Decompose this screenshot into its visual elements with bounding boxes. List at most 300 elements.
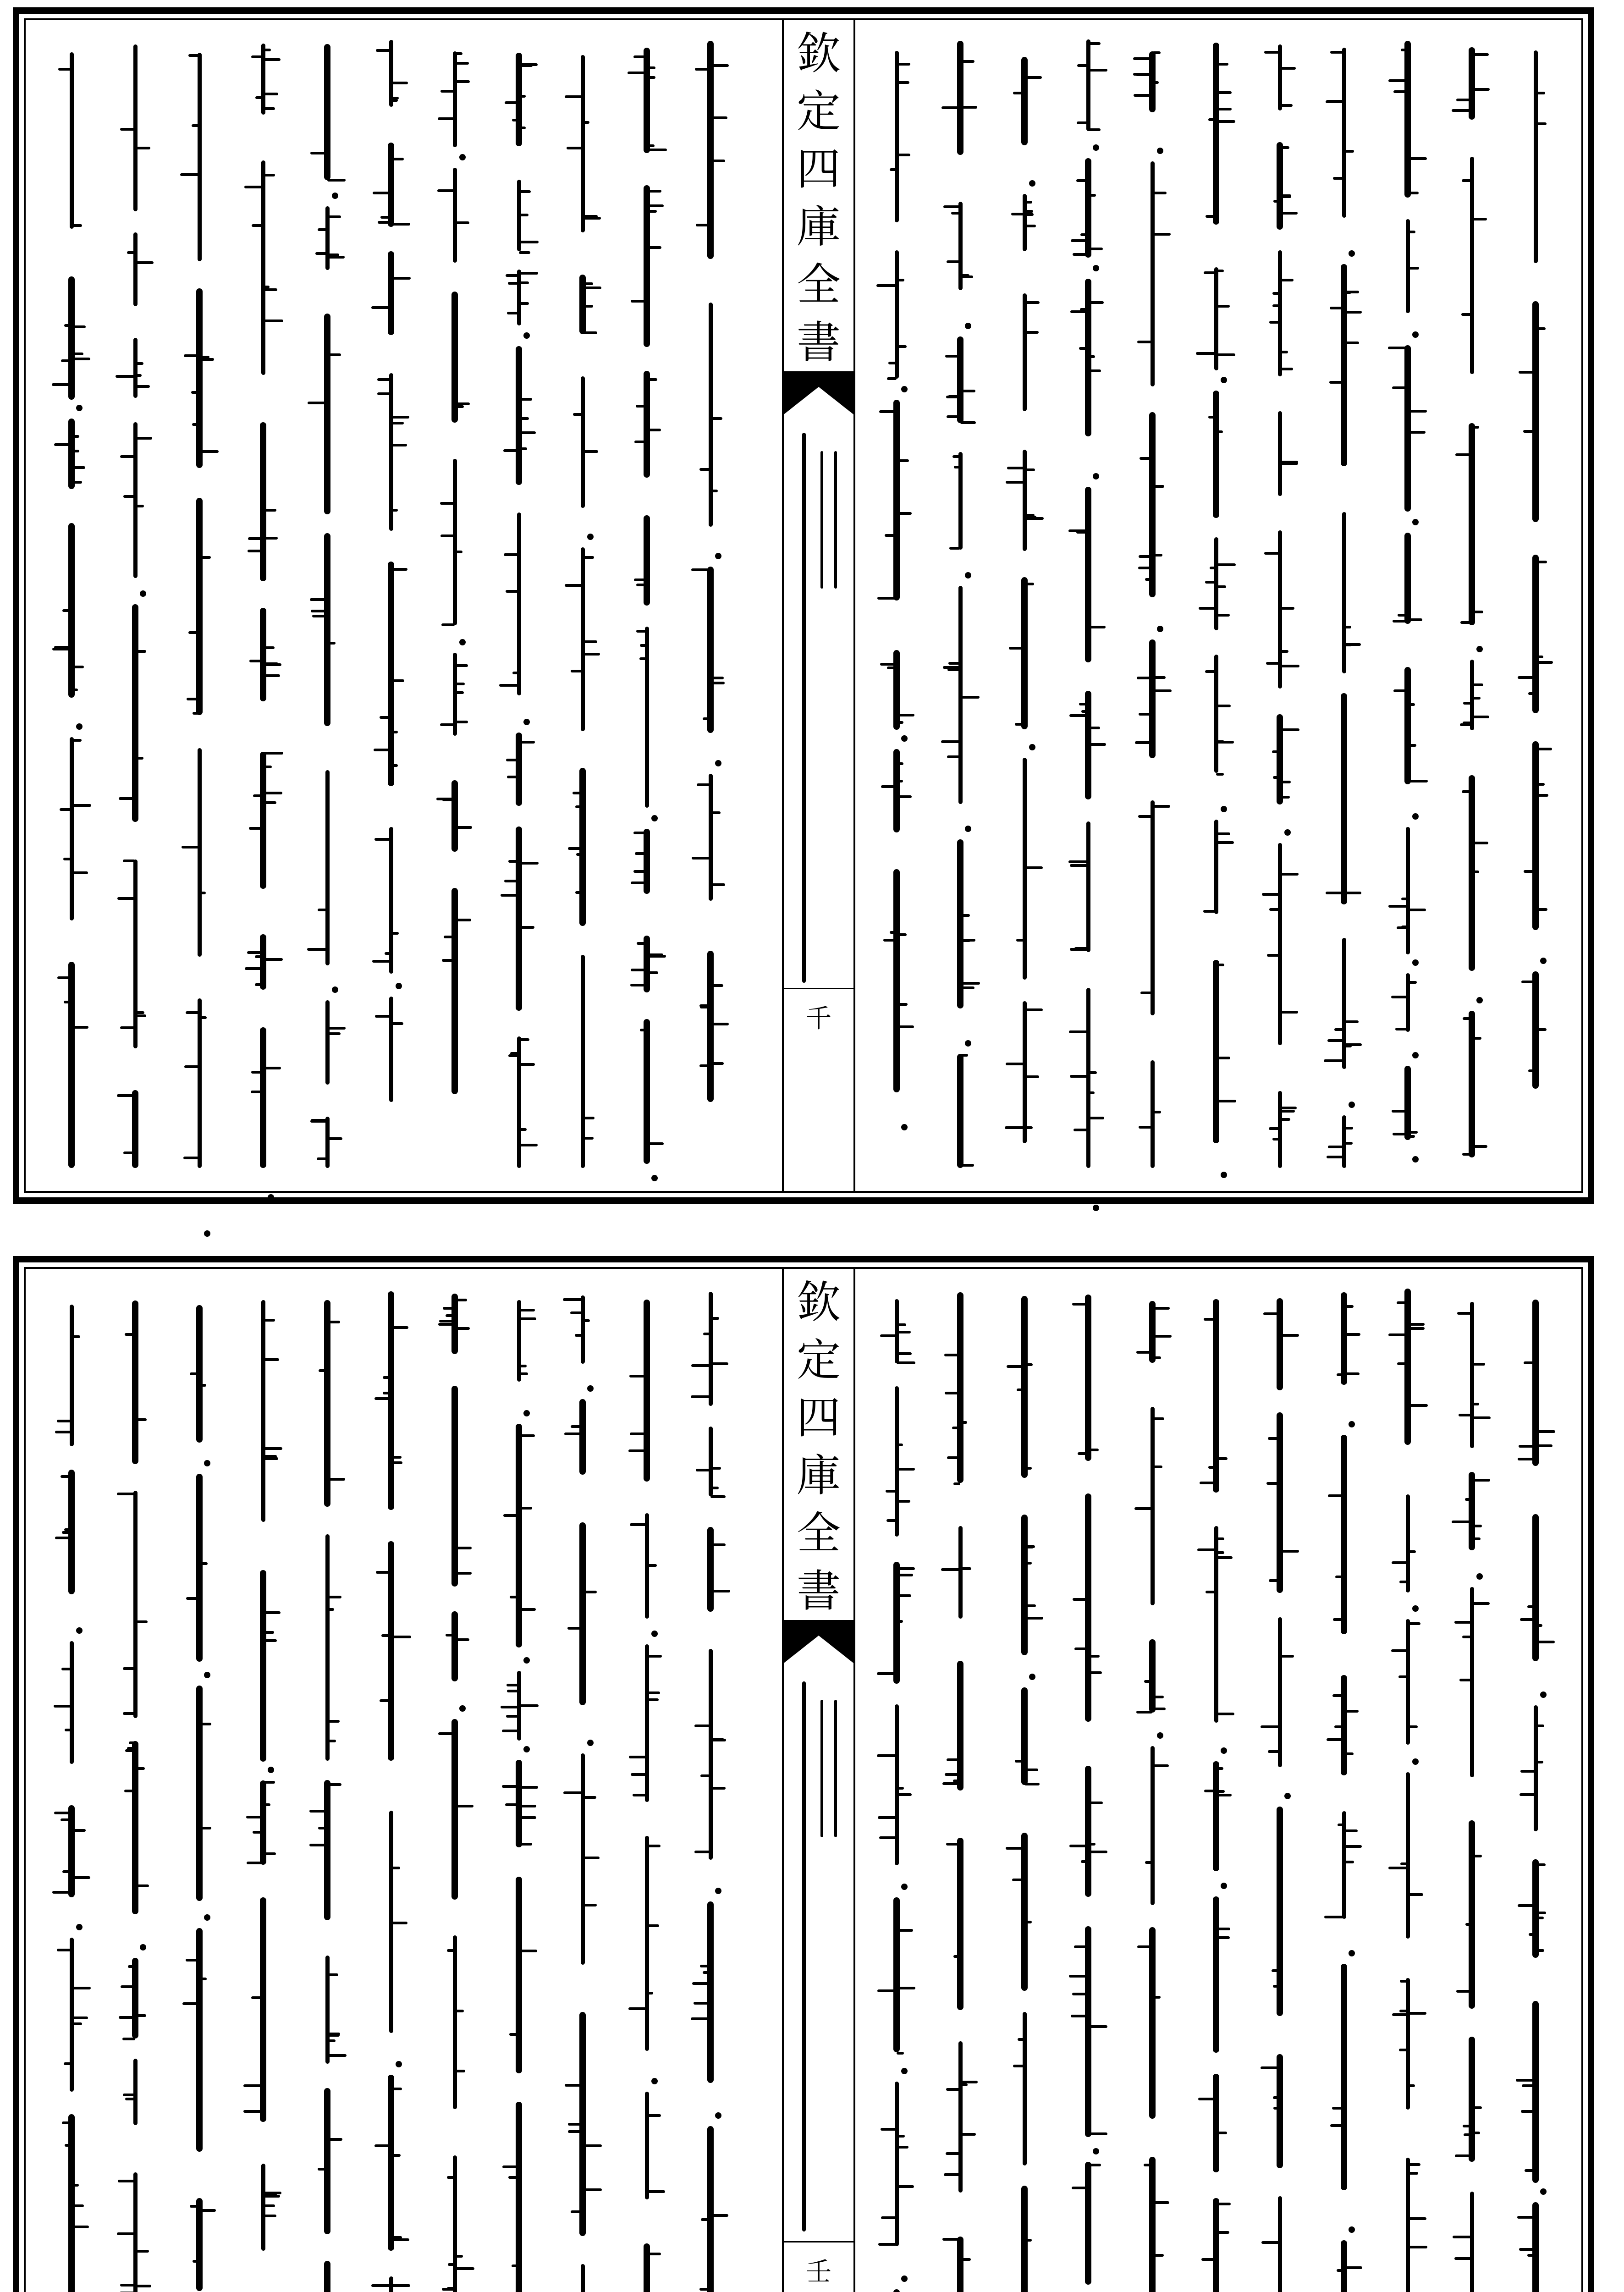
script-stroke [1272,750,1280,753]
punctuation-mark [1221,377,1227,383]
script-stroke [243,2110,263,2113]
script-stroke [567,147,583,149]
punctuation-mark [1349,2226,1355,2233]
script-stroke [583,286,601,289]
script-stroke [647,2190,666,2193]
script-stroke [881,2128,897,2131]
punctuation-mark [268,1767,274,1773]
script-word [1406,2158,1410,2292]
script-stroke [573,413,583,416]
punctuation-mark [1157,148,1163,154]
script-stroke [327,642,336,645]
script-stroke [1330,51,1344,54]
script-word [1469,1820,1475,2008]
script-stroke [1393,90,1408,93]
script-stroke [447,2176,455,2179]
script-stroke [1536,748,1552,750]
script-stroke [942,1782,960,1785]
script-stroke [380,716,391,719]
script-stroke [630,1432,646,1435]
script-stroke [1024,1783,1040,1785]
script-stroke [1521,2110,1536,2113]
script-stroke [125,2098,136,2100]
script-stroke [1344,1861,1354,1863]
script-stroke [583,640,597,643]
script-stroke [61,1668,72,1670]
script-word [70,52,74,229]
script-stroke [951,212,960,215]
script-stroke [1280,279,1294,281]
script-stroke [691,1364,710,1367]
script-stroke [897,933,907,936]
script-word [957,41,963,155]
script-word [133,338,138,398]
script-stroke [199,556,211,559]
script-stroke [186,1959,199,1961]
script-stroke [1024,866,1043,869]
script-stroke [630,984,647,986]
script-stroke [72,1876,90,1879]
punctuation-mark [587,534,594,540]
script-stroke [1408,780,1428,782]
page-number: 壬 [784,2241,853,2288]
script-stroke [1088,128,1101,131]
script-stroke [1327,1156,1344,1158]
script-stroke [1472,426,1479,429]
punctuation-mark [1221,1172,1227,1178]
script-stroke [1216,832,1230,835]
script-stroke [1280,873,1299,876]
script-word [1023,450,1027,551]
script-stroke [1138,567,1152,569]
script-stroke [391,1461,402,1464]
script-stroke [948,395,960,398]
script-stroke [391,568,407,571]
script-stroke [1525,2169,1536,2172]
script-stroke [1139,555,1152,558]
script-stroke [1216,773,1224,776]
mongolian-text-left-half [39,34,743,1177]
script-stroke [374,749,391,751]
mongolian-text-left-half [39,1283,743,2292]
script-stroke [438,1732,455,1735]
script-stroke [575,1334,583,1337]
script-stroke [945,355,960,358]
script-stroke [1328,1494,1344,1497]
script-stroke [180,173,199,176]
script-stroke [1081,1860,1088,1863]
script-stroke [391,1867,400,1869]
script-stroke [519,63,538,66]
script-stroke [897,1987,915,1989]
script-stroke [699,468,710,471]
script-stroke [947,755,960,758]
script-stroke [54,443,72,446]
script-stroke [72,466,85,469]
script-stroke [1472,218,1487,220]
script-stroke [1344,1045,1352,1047]
page-frame [24,18,1583,1193]
script-word [1341,1435,1347,1634]
script-stroke [887,667,896,669]
script-stroke [455,683,464,685]
script-stroke [1133,57,1152,60]
script-stroke [1208,416,1216,419]
script-word [893,869,900,1092]
script-stroke [1472,683,1483,686]
script-stroke [692,857,710,860]
script-stroke [1392,2013,1408,2016]
script-stroke [327,2039,336,2042]
script-word [1469,2037,1475,2162]
script-stroke [1462,1636,1472,1638]
script-stroke [1088,194,1096,197]
script-word [517,1300,521,1382]
punctuation-mark [76,723,83,730]
script-stroke [263,1611,281,1614]
punctuation-mark [715,553,721,559]
punctuation-mark [965,323,971,329]
script-stroke [123,1667,136,1670]
script-stroke [897,279,904,281]
script-word [451,1386,458,1587]
script-stroke [263,1457,278,1460]
script-stroke [380,1699,391,1702]
script-word [579,768,586,926]
script-stroke [1076,179,1088,182]
script-stroke [1280,1334,1299,1337]
script-stroke [121,1985,136,1988]
script-word [198,748,202,957]
script-stroke [118,2180,135,2182]
section-script-stroke [820,1700,823,1837]
script-stroke [703,717,710,720]
script-stroke [455,664,468,667]
script-stroke [391,223,410,226]
script-stroke [1264,552,1280,555]
script-stroke [1454,2257,1472,2260]
script-stroke [1152,1356,1162,1359]
punctuation-mark [901,2068,908,2074]
script-stroke [391,764,398,767]
script-stroke [696,224,711,226]
script-stroke [327,1783,341,1786]
script-stroke [60,808,72,811]
script-stroke [1344,311,1362,314]
script-stroke [700,1006,711,1008]
punctuation-mark [1284,829,1291,836]
script-stroke [631,969,647,971]
script-stroke [897,1574,913,1576]
book-page-bottom [13,1256,1594,2292]
script-stroke [455,2255,463,2258]
script-stroke [634,579,647,581]
script-stroke [1070,948,1088,951]
script-word [1341,1964,1347,2190]
script-stroke [1088,369,1101,372]
script-word [1151,1746,1155,1905]
script-stroke [1332,1694,1344,1697]
script-stroke [1472,1403,1479,1405]
script-stroke [876,284,897,287]
script-word [68,276,75,400]
script-stroke [1397,926,1408,929]
script-stroke [897,780,903,782]
script-word [325,770,330,965]
script-word [388,143,394,226]
script-word [1213,960,1219,1144]
punctuation-mark [1221,1747,1227,1754]
script-stroke [1326,892,1344,894]
script-stroke [1472,1537,1481,1540]
script-stroke [263,646,275,649]
script-stroke [564,1432,583,1435]
script-stroke [123,2094,135,2096]
script-word [1021,1833,1028,1991]
script-stroke [1452,1521,1472,1523]
script-word [1149,412,1156,597]
script-stroke [1269,1579,1280,1582]
script-word [957,2237,963,2292]
script-stroke [1400,1980,1408,1983]
script-stroke [1408,703,1415,706]
script-stroke [1024,1617,1043,1620]
script-stroke [941,1568,960,1571]
script-stroke [507,312,519,314]
script-stroke [946,2088,960,2091]
script-word [1149,639,1156,758]
script-word [1534,50,1538,263]
script-stroke [135,757,143,760]
script-word [1021,57,1028,145]
script-stroke [575,891,583,894]
script-stroke [583,1904,597,1906]
punctuation-mark [1093,265,1099,271]
script-word [68,2114,75,2292]
script-stroke [710,1590,730,1592]
script-stroke [960,986,974,989]
script-word [1342,512,1346,673]
script-stroke [1216,91,1232,94]
script-stroke [519,251,530,254]
script-stroke [508,282,519,285]
script-stroke [1152,676,1166,679]
script-stroke [135,1011,144,1014]
script-stroke [1152,192,1167,194]
script-stroke [455,62,468,65]
script-word [133,232,138,306]
script-stroke [1455,2154,1472,2157]
script-stroke [1272,304,1280,307]
script-word [1085,2162,1091,2285]
script-stroke [1408,1404,1427,1407]
punctuation-mark [1093,2148,1099,2154]
script-stroke [502,1730,519,1732]
script-word [1023,2012,1027,2165]
script-stroke [877,1989,897,1992]
script-stroke [318,1827,327,1829]
script-stroke [944,2173,960,2176]
script-stroke [455,221,469,224]
script-stroke [1216,1057,1230,1059]
script-stroke [124,1790,135,1792]
script-stroke [1204,271,1216,274]
script-stroke [1336,100,1344,103]
script-stroke [1472,1416,1491,1419]
script-stroke [327,2034,340,2037]
script-stroke [391,2284,410,2287]
script-stroke [62,1531,72,1534]
script-stroke [61,359,72,362]
punctuation-mark [332,986,338,993]
script-stroke [1068,529,1088,532]
script-stroke [710,2214,728,2217]
script-stroke [1152,1696,1164,1698]
script-stroke [1073,1129,1089,1131]
script-stroke [1273,2107,1280,2110]
script-stroke [1203,910,1216,913]
punctuation-mark [587,1385,594,1392]
script-stroke [1018,2038,1024,2041]
script-stroke [247,951,263,954]
script-stroke [1324,1916,1344,1918]
script-stroke [1216,430,1223,433]
script-stroke [327,1032,341,1035]
script-stroke [135,1418,147,1421]
script-stroke [1134,94,1152,97]
script-stroke [441,623,455,626]
script-stroke [1516,2079,1536,2082]
script-word [709,774,713,900]
script-stroke [135,650,146,653]
title-char: 庫 [797,201,841,253]
script-stroke [942,2238,960,2241]
script-stroke [877,1672,897,1675]
script-stroke [948,662,960,665]
script-word [957,1661,963,1791]
punctuation-mark [715,2112,721,2119]
script-stroke [440,534,455,537]
script-stroke [897,1500,910,1503]
script-stroke [941,106,960,109]
script-stroke [519,127,526,129]
script-stroke [631,300,647,303]
script-word [453,168,457,263]
script-stroke [1529,1933,1536,1936]
title-char: 四 [797,1392,841,1444]
section-script-stroke [802,1681,806,2231]
script-stroke [1268,1750,1280,1753]
punctuation-mark [523,1657,530,1664]
script-stroke [245,967,263,970]
script-stroke [1536,1430,1555,1433]
punctuation-mark [204,1914,210,1921]
script-stroke [191,391,199,394]
script-stroke [253,1831,263,1834]
script-word [1085,487,1091,662]
script-stroke [897,2052,904,2055]
script-stroke [1216,1767,1223,1770]
script-stroke [391,1022,403,1025]
script-word [1278,411,1282,496]
script-stroke [1088,2132,1107,2135]
script-stroke [628,1449,647,1452]
script-word [1151,161,1155,386]
script-stroke [583,653,600,656]
script-stroke [120,2284,135,2286]
punctuation-mark [1093,473,1099,479]
script-stroke [960,982,980,985]
script-stroke [448,2263,455,2266]
script-word [893,2289,900,2292]
script-stroke [391,509,398,512]
script-stroke [72,739,82,742]
script-stroke [637,942,647,945]
punctuation-mark [204,1460,210,1466]
script-stroke [1208,1466,1216,1469]
script-stroke [1137,677,1152,679]
script-stroke [583,556,594,559]
script-word [260,608,266,701]
script-stroke [1024,201,1033,204]
script-stroke [960,2081,978,2083]
script-stroke [1152,81,1159,84]
script-word [451,780,458,851]
script-word [451,1719,458,1899]
script-stroke [519,926,534,929]
script-stroke [960,2083,968,2086]
script-stroke [519,1038,530,1041]
script-word [1213,2198,1219,2292]
script-stroke [263,2204,275,2207]
script-stroke [58,68,72,71]
script-stroke [135,1767,144,1770]
script-stroke [897,721,904,724]
script-stroke [455,826,472,829]
script-word [707,567,714,733]
script-stroke [72,2184,79,2187]
script-stroke [519,190,531,193]
script-stroke [1216,1790,1225,1793]
script-stroke [309,1810,327,1813]
script-stroke [442,959,455,962]
script-stroke [1152,485,1164,488]
script-word [1149,2157,1156,2292]
script-stroke [1152,1335,1172,1338]
script-word [1532,741,1539,930]
script-word [958,586,963,804]
script-stroke [263,1455,277,1458]
script-word [644,371,650,478]
punctuation-mark [1412,519,1419,525]
script-stroke [327,1596,341,1598]
script-stroke [327,1027,346,1030]
script-word [133,2059,138,2125]
script-word [1404,1289,1411,1445]
script-stroke [1536,1917,1544,1919]
script-word [196,2198,203,2291]
script-word [1023,293,1027,412]
script-stroke [391,2238,409,2241]
script-stroke [1456,99,1472,101]
script-stroke [263,537,278,540]
script-stroke [123,860,135,862]
script-stroke [263,1852,275,1855]
script-word [324,2088,330,2235]
script-stroke [1453,2236,1471,2238]
script-stroke [1524,870,1536,873]
script-stroke [54,1705,72,1708]
